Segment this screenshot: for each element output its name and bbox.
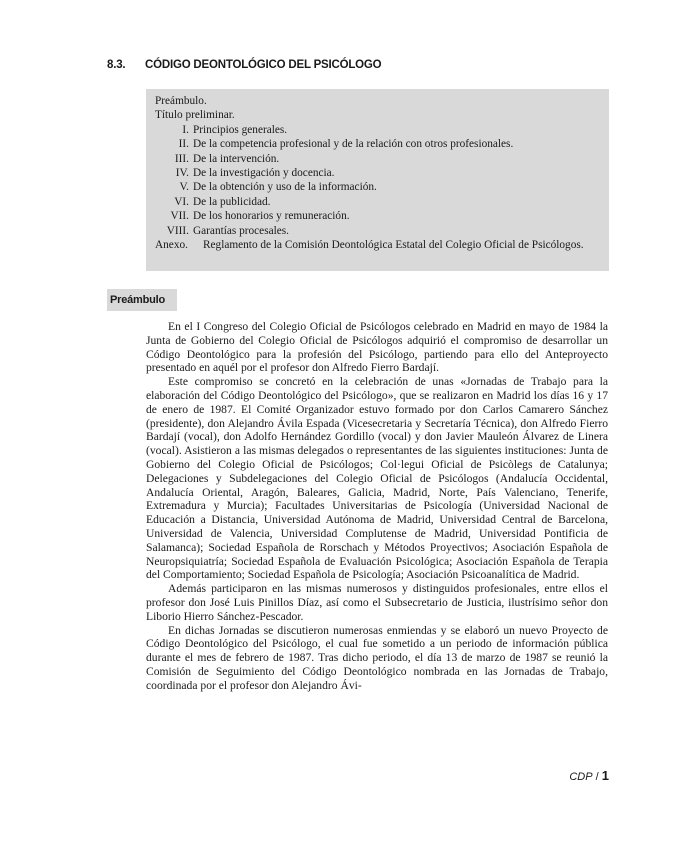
toc-item-text: De la competencia profesional y de la relación con otros profesionales. [193, 138, 514, 151]
paragraph: En dichas Jornadas se discutieron numerosas enmiendas y se elaboró un nuevo Proyecto de Código Deontológico del Psicólogo, el cual fue sometido a un periodo de información pública durante el mes de febrero de 1987. Tras dicho periodo, el día 13 de marzo de 1987 se reunió la Comisión de Seguimiento del Código Deontológico nombrada en las Jornadas de Trabajo, coordinada por el profesor don Alejandro Ávi- [146, 623, 608, 692]
toc-item-number: IV. [175, 167, 189, 180]
section-label-preamble: Preámbulo [107, 289, 177, 311]
paragraph: Este compromiso se concretó en la celebración de unas «Jornadas de Trabajo para la elaboración del Código Deontológico del Psicólogo», que se realizaron en Madrid los días 16 y 17 de enero de 1987. El Comité Organizador estuvo formado por don Carlos Camarero Sánchez (presidente), don Alejandro Ávila Espada (Vicesecretaria y Secretaría Técnica), don Alfredo Fierro Bardají (vocal), don Adolfo Hernández Gordillo (vocal) y don Javier Mauleón Álvarez de Linera (vocal). Asistieron a las mismas delegados o representantes de las siguientes instituciones: Junta de Gobierno del Colegio Oficial de Psicólogos; Col·legui Oficial de Psicòlegs de Catalunya; Delegaciones y Subdelegaciones del Colegio Oficial de Psicólogos (Andalucía Occidental, Andalucía Oriental, Aragón, Baleares, Galicia, Madrid, Norte, País Valenciano, Tenerife, Extremadura y Murcia); Facultades Universitarias de Psicología (Universidad Nacional de Educación a Distancia, Universidad Autónoma de Madrid, Universidad Central de Barcelona, Universidad de Valencia, Universidad Complutense de Madrid, Universidad Pontificia de Salamanca); Sociedad Española de Rorschach y Métodos Proyectivos; Asociación Española de Neuropsiquiatría; Sociedad Española de Evaluación Psicológica; Asociación Española de Terapia del Comportamiento; Sociedad Española de Psicología; Asociación Psicoanalítica de Madrid. [146, 375, 608, 582]
toc-annex-text: Reglamento de la Comisión Deontológica Estatal del Colegio Oficial de Psicólogos. [203, 239, 584, 252]
page-number: 1 [601, 768, 609, 783]
toc-item-number: II. [178, 138, 189, 151]
toc-item-text: De los honorarios y remuneración. [193, 210, 350, 223]
section-number: 8.3. [107, 59, 126, 71]
paragraph: Además participaron en las mismas numerosos y distinguidos profesionales, entre ellos el profesor don José Luis Pinillos Díaz, así como el Subsecretario de Justicia, ilustrísimo señor don Liborio Hierro Sánchez-Pescador. [146, 582, 608, 623]
toc-item-text: De la investigación y docencia. [193, 167, 335, 180]
page-footer [569, 768, 609, 783]
toc-item [155, 180, 600, 194]
toc-item [155, 209, 600, 223]
toc-item-text: Garantías procesales. [193, 224, 289, 237]
toc-item-text: Principios generales. [193, 123, 288, 136]
table-of-contents [146, 89, 609, 271]
toc-item [155, 166, 600, 180]
section-title: CÓDIGO DEONTOLÓGICO DEL PSICÓLOGO [145, 59, 382, 71]
toc-item-text: De la obtención y uso de la información. [193, 181, 377, 194]
footer-code: CDP [569, 771, 593, 783]
section-heading [107, 59, 381, 71]
toc-item-number: III. [174, 152, 189, 165]
toc-item-number: VII. [170, 210, 189, 223]
toc-item-number: V. [179, 181, 189, 194]
toc-item-number: VI. [174, 195, 189, 208]
toc-item-text: De la intervención. [193, 152, 280, 165]
toc-preamble: Preámbulo. [155, 95, 207, 107]
toc-annex-label: Anexo. [155, 239, 188, 252]
toc-item-number: VIII. [166, 224, 189, 237]
toc-item [155, 137, 600, 151]
toc-preliminary-title: Título preliminar. [155, 109, 235, 122]
toc-item [155, 195, 600, 209]
toc-annex [155, 238, 600, 252]
toc-item-number: I. [182, 123, 189, 136]
preamble-body [146, 320, 608, 693]
paragraph: En el I Congreso del Colegio Oficial de Psicólogos celebrado en Madrid en mayo de 1984 la Junta de Gobierno del Colegio Oficial de Psicólogos adquirió el compromiso de desarrollar un Código Deontológico para la profesión del Psicólogo, partiendo para ello del Anteproyecto presentado en aquél por el profesor don Alfredo Fierro Bardají. [146, 320, 608, 375]
toc-item [155, 123, 600, 137]
footer-separator: / [595, 771, 599, 783]
toc-item [155, 152, 600, 166]
toc-item [155, 224, 600, 238]
toc-item-text: De la publicidad. [193, 195, 271, 208]
